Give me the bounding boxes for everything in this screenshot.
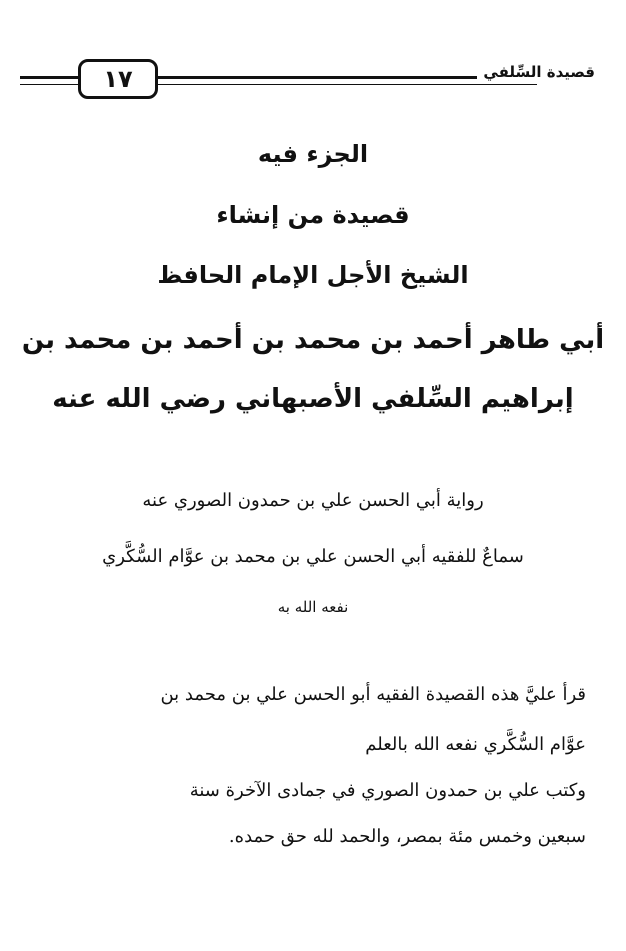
title-line-3: الشيخ الأجل الإمام الحافظ (157, 261, 469, 289)
riwaya-line-1: رواية أبي الحسن علي بن حمدون الصوري عنه (142, 490, 484, 511)
qiraa-line-3: وكتب علي بن حمدون الصوري في جمادى الآخرة سنة (189, 780, 586, 801)
running-title: قصيدة السِّلفي (477, 63, 595, 81)
page-number: ١٧ (78, 59, 158, 99)
title-line-2: قصيدة من إنشاء (216, 201, 410, 229)
qiraa-line-1: قرأ عليَّ هذه القصيدة الفقيه أبو الحسن علي بن محمد بن (160, 684, 586, 705)
riwaya-line-2: سماعٌ للفقيه أبي الحسن علي بن محمد بن عوَّام السُّكَّري (102, 546, 524, 567)
title-line-4: أبي طاهر أحمد بن محمد بن أحمد بن محمد بن (21, 325, 605, 355)
page-header (20, 56, 595, 104)
riwaya-line-3: نفعه الله به (277, 598, 349, 616)
title-line-1: الجزء فيه (257, 140, 369, 168)
qiraa-line-2: عوَّام السُّكَّري نفعه الله بالعلم (365, 734, 586, 755)
title-line-5: إبراهيم السِّلفي الأصبهاني رضي الله عنه (52, 384, 574, 414)
qiraa-line-4: سبعين وخمس مئة بمصر، والحمد لله حق حمده. (228, 826, 586, 847)
